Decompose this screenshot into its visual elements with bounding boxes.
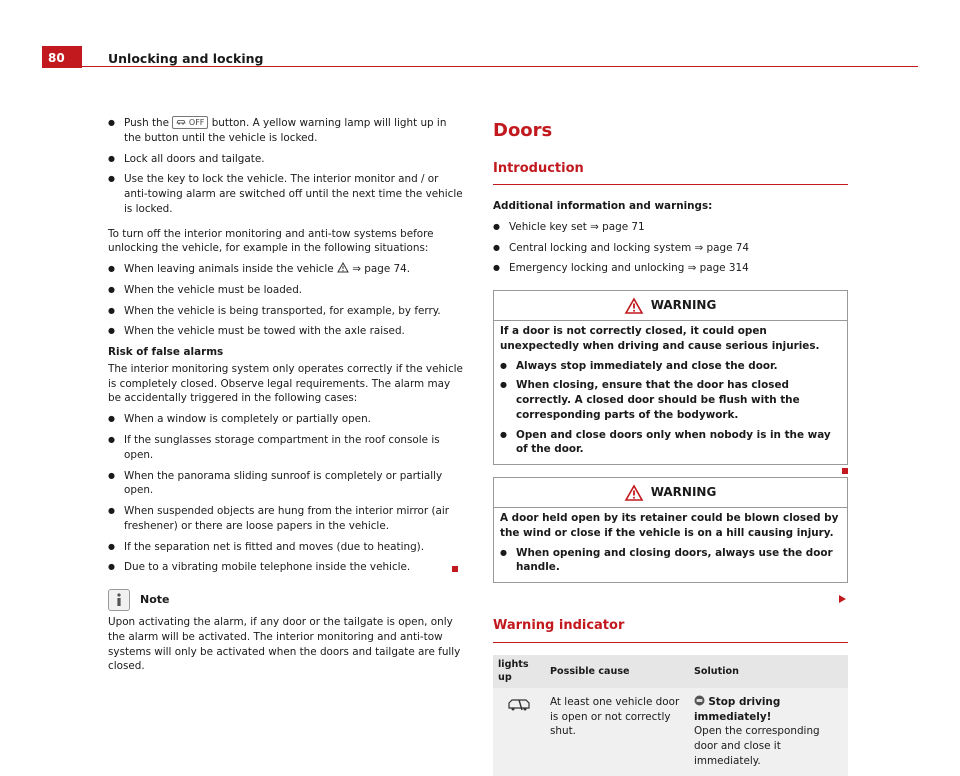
open-door-icon xyxy=(507,698,531,712)
warning-triangle-icon xyxy=(625,298,643,314)
left-column xyxy=(108,116,463,680)
page-number: 80 xyxy=(42,46,82,68)
warning-header: WARNING xyxy=(494,478,847,508)
warning-item: ● Open and close doors only when nobody is in the way of the door. xyxy=(500,428,841,458)
paragraph: To turn off the interior monitoring and anti-tow systems before unlocking the vehicle, for example in the following situations: xyxy=(108,227,434,255)
warning-indicator-table xyxy=(493,655,848,776)
list-item: ● When the panorama sliding sunroof is completely or partially open. xyxy=(108,469,463,499)
right-column xyxy=(493,116,848,776)
subheading: Additional information and warnings: xyxy=(493,200,713,212)
warning-item: ● When closing, ensure that the door has closed correctly. A closed door should be flush with the corresponding parts of the bodywork. xyxy=(500,378,841,422)
section-end-marker xyxy=(842,468,848,474)
section-end-marker xyxy=(452,566,458,572)
warning-box xyxy=(493,290,848,465)
list-item: ● Use the key to lock the vehicle. The interior monitor and / or anti-towing alarm are switched off until the next time the vehicle is locked. xyxy=(108,172,463,216)
header-rule xyxy=(42,66,918,67)
list-item: ● Due to a vibrating mobile telephone inside the vehicle. xyxy=(108,560,463,575)
info-icon xyxy=(108,589,130,611)
column-header: Possible cause xyxy=(545,655,689,688)
table-row xyxy=(493,688,848,776)
note-heading: Note xyxy=(108,589,463,611)
link-item[interactable]: ● Central locking and locking system ⇒ page 74 xyxy=(493,241,848,256)
list-item: ● When suspended objects are hung from the interior mirror (air freshener) or there are loose papers in the vehicle. xyxy=(108,504,463,534)
warning-box xyxy=(493,477,848,583)
subheading: Risk of false alarms xyxy=(108,346,224,359)
red-warning-light-icon xyxy=(694,695,705,706)
warning-text: A door held open by its retainer could be blown closed by the wind or close if the vehicle is on a hill causing injury. xyxy=(500,512,839,539)
list-item: ● If the separation net is fitted and moves (due to heating). xyxy=(108,540,463,555)
warning-header: WARNING xyxy=(494,291,847,321)
table-header-row xyxy=(493,655,848,688)
warning-text: If a door is not correctly closed, it could open unexpectedly when driving and cause serious injuries. xyxy=(500,325,820,352)
list-item: ● When the vehicle is being transported, for example, by ferry. xyxy=(108,304,463,319)
section-title: Unlocking and locking xyxy=(108,51,264,66)
lights-up-cell xyxy=(493,688,545,776)
column-header: lights up xyxy=(493,655,545,688)
list-item: ● If the sunglasses storage compartment in the roof console is open. xyxy=(108,433,463,463)
list-item: ● When a window is completely or partially open. xyxy=(108,412,463,427)
paragraph: The interior monitoring system only operates correctly if the vehicle is completely closed. Observe legal requirements. The alarm may be accidentally triggered in the following cases: xyxy=(108,362,463,405)
doors-heading: Doors xyxy=(493,120,553,141)
introduction-heading: Introduction xyxy=(493,160,584,176)
possible-cause-cell: At least one vehicle door is open or not correctly shut. xyxy=(545,688,689,776)
link-item[interactable]: ● Vehicle key set ⇒ page 71 xyxy=(493,220,848,235)
continue-arrow-icon xyxy=(838,594,847,604)
warning-indicator-heading: Warning indicator xyxy=(493,618,625,634)
solution-cell: Stop driving immediately! Open the corresponding door and close it immediately. xyxy=(689,688,848,776)
warning-item: ● Always stop immediately and close the door. xyxy=(500,359,841,374)
alarm-off-key: OFF xyxy=(172,116,208,129)
warning-item: ● When opening and closing doors, always use the door handle. xyxy=(500,546,841,576)
link-item[interactable]: ● Emergency locking and unlocking ⇒ page 314 xyxy=(493,261,848,276)
list-item: ● When the vehicle must be towed with the axle raised. xyxy=(108,324,463,339)
list-item: ● Lock all doors and tailgate. xyxy=(108,152,463,167)
heading-rule xyxy=(493,642,848,643)
heading-rule xyxy=(493,184,848,185)
note-text: Upon activating the alarm, if any door or the tailgate is open, only the alarm will be activated. The interior monitoring and anti-tow systems will only be activated when the doors and tailgate are fully closed. xyxy=(108,616,461,673)
list-item: ● When the vehicle must be loaded. xyxy=(108,283,463,298)
column-header: Solution xyxy=(689,655,848,688)
warning-triangle-icon xyxy=(337,262,349,273)
warning-triangle-icon xyxy=(625,485,643,501)
page-link[interactable]: ⇒ page 74. xyxy=(352,263,411,276)
list-item: ● Push the OFF button. A yellow warning lamp will light up in the button until the vehicle is locked. xyxy=(108,116,463,146)
car-icon xyxy=(176,119,186,125)
list-item: ● When leaving animals inside the vehicle ⇒ page 74. xyxy=(108,262,463,277)
